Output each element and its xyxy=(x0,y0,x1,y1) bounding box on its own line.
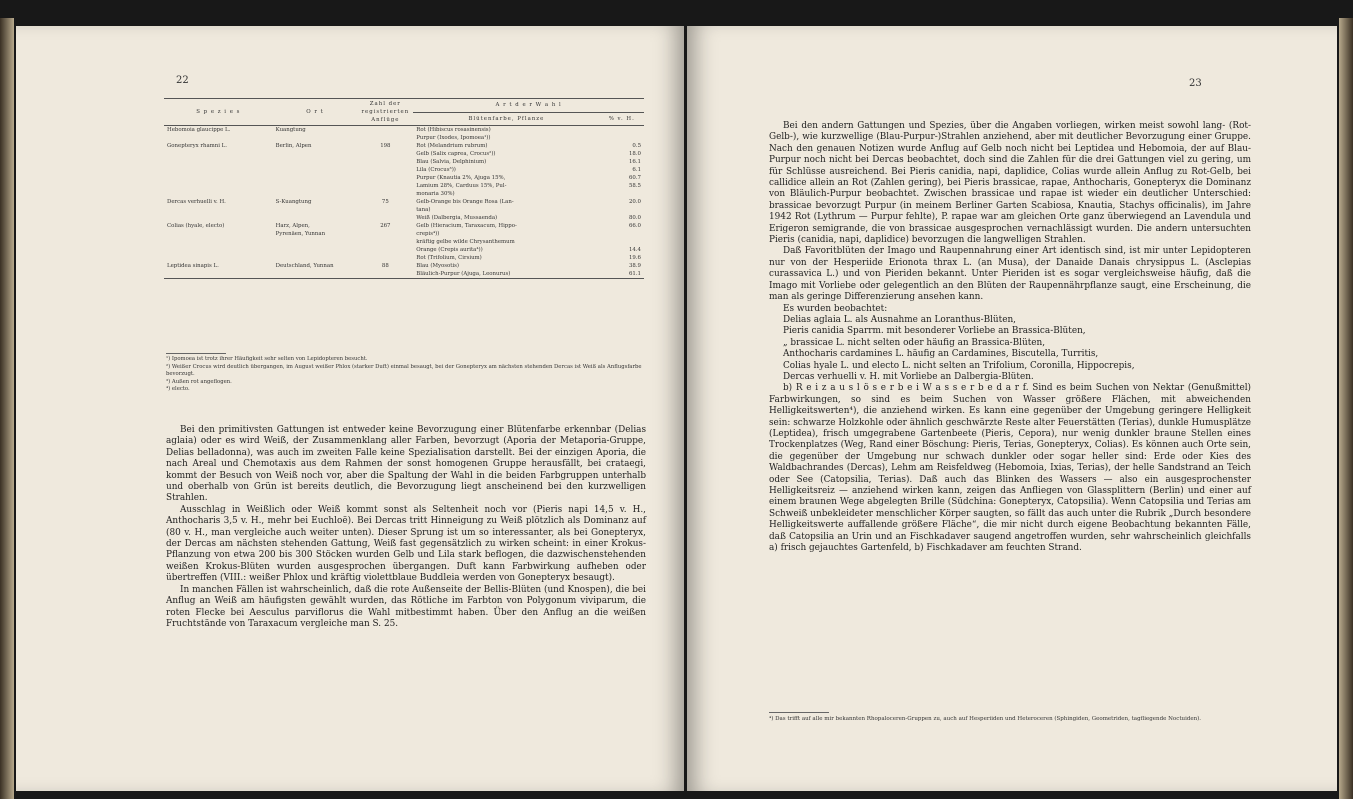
table-row xyxy=(164,166,644,174)
cell-flower-color: Gelb (Salix caprea, Crocus²)) xyxy=(416,151,496,157)
cell-percent: 58.5 xyxy=(628,183,641,189)
cell-percent xyxy=(600,190,644,198)
cell-flower-color: Bläulich-Purpur (Ajuga, Leonurus) xyxy=(413,270,599,279)
table-body xyxy=(164,126,644,279)
observation-table xyxy=(164,98,644,279)
cell-place xyxy=(273,182,358,190)
cell-percent: 38.9 xyxy=(628,263,641,269)
right-page xyxy=(687,26,1337,791)
left-page xyxy=(16,26,684,791)
cell-flower-color: kräftig gelbe wilde Chrysanthemum xyxy=(416,239,515,245)
cell-place xyxy=(273,134,358,142)
cell-place: Harz, Alpen, xyxy=(275,223,310,229)
cell-species xyxy=(164,238,273,246)
cell-percent: 61.1 xyxy=(600,270,644,279)
cell-count xyxy=(357,190,413,198)
table-row xyxy=(164,126,644,135)
left-page-edges xyxy=(0,18,14,799)
cell-percent xyxy=(600,206,644,214)
cell-percent xyxy=(600,126,644,135)
table-row xyxy=(164,198,644,206)
cell-species xyxy=(164,174,273,182)
observation-list-item: Dercas verhuelli v. H. mit Vorliebe an Dalbergia-Blüten. xyxy=(783,371,1034,382)
cell-flower-color: monaria 30%) xyxy=(416,191,455,197)
cell-place: Kuangtung xyxy=(275,127,306,133)
cell-place xyxy=(273,150,358,158)
footnote-1: ¹) Ipomoea ist trotz ihrer Häufigkeit sehr selten von Lepidopteren besucht. xyxy=(166,356,368,362)
cell-count xyxy=(357,246,413,254)
cell-species xyxy=(164,246,273,254)
header-place: O r t xyxy=(273,99,358,126)
cell-flower-color: Rot (Hibiscus rosasinensis) xyxy=(416,127,491,133)
header-percent: % v. H. xyxy=(600,112,644,126)
cell-percent: 20.0 xyxy=(628,199,641,205)
cell-species xyxy=(164,150,273,158)
cell-count xyxy=(357,126,413,135)
cell-flower-color: Lamium 28%, Carduus 15%, Pul- xyxy=(416,183,507,189)
table-row xyxy=(164,270,644,279)
cell-species xyxy=(164,230,273,238)
cell-species: Hebomoia glaucippe L. xyxy=(167,127,231,133)
cell-count: 198 xyxy=(380,143,391,149)
right-body-text xyxy=(769,121,1251,554)
observation-list-item: „ brassicae L. nicht selten oder häufig an Brassica-Blüten, xyxy=(783,337,1046,348)
cell-count: 88 xyxy=(381,263,389,269)
observation-list-item: Pieris canidia Sparrm. mit besonderer Vorliebe an Brassica-Blüten, xyxy=(783,326,1086,337)
cell-percent xyxy=(600,134,644,142)
footnote-3: ³) Außen rot angeflogen. xyxy=(166,378,232,385)
table-row xyxy=(164,214,644,222)
table-row xyxy=(164,230,644,238)
right-paragraph-b: b) R e i z a u s l ö s e r b e i W a s s e r b e d a r f. Sind es beim Suchen von Nektar (Genußmittel) Farbwirkungen, so sind es beim Suchen von Wasser größere Flächen, mit abweichenden Helligkeitswerten⁴), die anziehend wirken. Es kann eine gegenüber der Umgebung geringere Helligkeit sein: schwarze Holzkohle oder ähnlich geschwärzte Reste alter Feuerstätten (Terias), dunkle Humusplätze (Leptidea), frisch umgegrabene Gartenbeete (Pieris, Cepora), nur wenig dunkler braune Stellen eines Trockenplatzes (Weg, Rand einer Böschung: Pieris, Terias, Gonepteryx, Colias). Es können auch Orte sein, die gegenüber der Umgebung nur schwach dunkler oder sogar heller sind: Erde oder Kies des Waldbachrandes (Dercas), Lehm am Reisfeldweg (Hebomoia, Ixias, Terias), der helle Sandstrand an Teich oder See (Catopsilia, Terias). Daß auch das Blinken des Wassers — also ein ausgesprochenster Helligkeitsreiz — anziehend wirken kann, zeigen das Anfliegen von Glassplittern (Berlin) und einer auf einem braunen Wege abgelegten Brille (Südchina: Gonepteryx, Catopsilia). Wenn Catopsilia und Terias am Schweiß unbekleideter menschlicher Körper saugten, so fällt das auch unter die Rubrik „Durch besondere Helligkeitswerte auffallende größere Fläche“, die mir nicht durch eigene Beobachtung bekannten Fälle, daß Catopsilia an Urin und an Fischkadaver saugend angetroffen wurden, sehr wahrscheinlich gleichfalls a) frisch gejauchtes Gartenfeld, b) Fischkadaver am feuchten Strand. xyxy=(769,383,1251,554)
header-species: S p e z i e s xyxy=(164,99,273,126)
observation-list-item: Anthocharis cardamines L. häufig an Cardamines, Biscutella, Turritis, xyxy=(783,349,1099,360)
cell-count xyxy=(357,174,413,182)
cell-count: 75 xyxy=(381,199,389,205)
cell-flower-color: Rot (Trifolium, Cirsium) xyxy=(416,255,482,261)
cell-place xyxy=(273,166,358,174)
cell-place xyxy=(273,254,358,262)
left-paragraph-1: Bei den primitivsten Gattungen ist entweder keine Bevorzugung einer Blütenfarbe erkennbar (Delias aglaia) oder es wird Weiß, der Zusammenklang aller Farben, bevorzugt (Aporia der Metaporia-Gruppe, Delias belladonna), was auch im zweiten Falle keine Spezialisation darstellt. Bei der einzigen Aporia, die nach Areal und Chemotaxis aus dem Rahmen der sonst homogenen Gruppe herausfällt, bei crataegi, kommt der Besuch von Weiß noch vor, aber die Spaltung der Wahl in die beiden Farbgruppen unterhalb und oberhalb von Grün ist bereits deutlich, die Bevorzugung liegt anscheinend bei den kurzwelligen Strahlen. xyxy=(166,425,646,504)
header-choice: A r t d e r W a h l xyxy=(413,99,644,113)
cell-species xyxy=(164,214,273,222)
cell-species: Colias (hyale, electo) xyxy=(167,223,225,229)
right-footnote: ⁴) Das trifft auf alle mir bekannten Rhopaloceren-Gruppen zu, auch auf Hesperiiden und Heteroceren (Sphingiden, Geometriden, tagfliegende Noctuiden). xyxy=(769,716,1202,722)
header-flower-color: Blütenfarbe, Pflanze xyxy=(413,112,599,126)
left-paragraph-2: Ausschlag in Weißlich oder Weiß kommt sonst als Seltenheit noch vor (Pieris napi 14,5 v. H., Anthocharis 3,5 v. H., mehr bei Euchloë). Bei Dercas tritt Hinneigung zu Weiß plötzlich als Dominanz auf (80 v. H., man vergleiche auch weiter unten). Dieser Sprung ist um so interessanter, als bei Gonepteryx, der Dercas am nächsten stehenden Gattung, Weiß fast gegensätzlich zu wirken scheint: in einer Krokus-Pflanzung von etwa 200 bis 300 Stöcken wurden Gelb und Lila stark beflogen, die dazwischenstehenden weißen Krokus-Blüten wurden ausgesprochen übergangen. Duft kann Farbwirkung aufheben oder übertreffen (VIII.: weißer Phlox und kräftig violettblaue Buddleia werden von Gonepteryx besaugt). xyxy=(166,504,646,584)
table-row xyxy=(164,222,644,230)
cell-flower-color: Purpur (Knautia 2%, Ajuga 15%, xyxy=(416,175,506,181)
cell-flower-color: Gelb (Hieracium, Taraxacum, Hippo- xyxy=(416,223,517,229)
cell-flower-color: tana) xyxy=(416,207,431,213)
cell-count xyxy=(357,158,413,166)
right-footnote-separator xyxy=(769,712,829,713)
right-paragraph-1: Bei den andern Gattungen und Spezies, über die Angaben vorliegen, wirken meist sowohl lang- (Rot-Gelb-), wie kurzwellige (Blau-Purpur-)Strahlen anziehend, aber mit deutlicher Bevorzugung einer Gruppe. Nach den genauen Notizen wurde Anflug auf Gelb noch nicht bei Leptidea und Hebomoia, der auf Blau-Purpur noch nicht bei Dercas beobachtet, doch sind die Zahlen für die drei Gattungen viel zu gering, um für Schlüsse ausreichend. Bei Pieris canidia, napi, daplidice, Colias wurde allein Anflug zu Rot-Gelb, bei callidice allein an Rot (Zahlen gering), bei Pieris brassicae, rapae, Anthocharis, Gonepteryx die Dominanz von Bläulich-Purpur beobachtet. Zwischen brassicae und rapae ist wieder ein deutlicher Unterschied: brassicae bevorzugt Purpur (in meinem Berliner Garten Scabiosa, Knautia, Stachys officinalis), im Jahre 1942 Rot (Lythrum — Purpur fehlte), P. rapae war am gleichen Orte ganz überwiegend an Lavendula und Erigeron semigrande, die von brassicae ausgesprochen vernachlässigt wurden. Die andern untersuchten Pieris (canidia, napi, daplidice) bevorzugen die langwelligen Strahlen. xyxy=(769,121,1251,246)
cell-species xyxy=(164,206,273,214)
cell-percent: 14.4 xyxy=(628,247,641,253)
right-paragraph-2: Daß Favoritblüten der Imago und Raupennahrung einer Art identisch sind, ist mir unter Lepidopteren nur von der Hesperiide Erionota thrax L. (an Musa), der Danaide Danais chrysippus L. (Asclepias curassavica L.) und von Pieriden bekannt. Unter Pieriden ist es sogar vergleichsweise häufig, daß die Imago mit Vorliebe oder gelegentlich an den Blüten der Raupennährpflanze saugt, eine Erscheinung, die man als geringe Differenzierung ansehen kann. xyxy=(769,246,1251,303)
cell-place: S-Kuangtung xyxy=(275,199,312,205)
cell-species xyxy=(164,270,273,279)
right-page-number: 23 xyxy=(1189,78,1202,89)
cell-flower-color: Weiß (Dalbergia, Mussaenda) xyxy=(416,215,498,221)
cell-species: Gonepteryx rhamni L. xyxy=(167,143,227,149)
table-row xyxy=(164,150,644,158)
cell-flower-color: Blau (Salvia, Delphinium) xyxy=(416,159,487,165)
table-header-row xyxy=(164,99,644,113)
cell-percent: 16.1 xyxy=(628,159,641,165)
table-row xyxy=(164,190,644,198)
footnote-4: ⁴) electo. xyxy=(166,386,190,393)
table-row xyxy=(164,158,644,166)
cell-flower-color: Blau (Myosotis) xyxy=(416,263,460,269)
table-row xyxy=(164,142,644,150)
cell-count xyxy=(357,150,413,158)
cell-percent: 18.0 xyxy=(628,151,641,157)
left-paragraph-3: In manchen Fällen ist wahrscheinlich, daß die rote Außenseite der Bellis-Blüten (und Knospen), die bei Anflug an Weiß am häufigsten gewählt wurden, das Rötliche im Farbton von Polygonum viviparum, die roten Flecke bei Aesculus parviflorus die Wahl mitbestimmt haben. Über den Anflug an die weißen Fruchtstände von Taraxacum vergleiche man S. 25. xyxy=(166,584,646,629)
cell-count xyxy=(357,230,413,238)
cell-species xyxy=(164,158,273,166)
cell-species xyxy=(164,134,273,142)
right-paragraph-3: Es wurden beobachtet: xyxy=(783,303,888,314)
cell-flower-color: crepis⁴)) xyxy=(416,231,440,237)
cell-count xyxy=(357,238,413,246)
cell-count xyxy=(357,166,413,174)
table-row xyxy=(164,246,644,254)
cell-percent: 19.6 xyxy=(628,255,641,261)
left-page-number: 22 xyxy=(176,75,189,86)
cell-flower-color: Lila (Crocus³)) xyxy=(416,167,456,173)
cell-place xyxy=(273,190,358,198)
cell-flower-color: Gelb-Orange bis Orange Rosa (Lan- xyxy=(416,199,514,205)
header-count: Zahl der registrierten Anflüge xyxy=(357,99,413,126)
left-footnotes xyxy=(166,356,646,394)
cell-place xyxy=(273,214,358,222)
observation-list-item: Colias hyale L. und electo L. nicht selten an Trifolium, Coronilla, Hippocrepis, xyxy=(783,360,1135,371)
table-row xyxy=(164,262,644,270)
footnote-2: ²) Weißer Crocus wird deutlich übergangen, im August weißer Phlox (starker Duft) einmal besaugt, bei der Gonepteryx am nächsten stehenden Dercas ist Weiß als Anflugsfarbe bevorzugt. xyxy=(166,363,642,378)
cell-species xyxy=(164,182,273,190)
cell-place xyxy=(273,238,358,246)
table-row xyxy=(164,238,644,246)
cell-count xyxy=(357,270,413,279)
cell-species xyxy=(164,166,273,174)
cell-place xyxy=(273,246,358,254)
cell-percent xyxy=(600,230,644,238)
cell-percent: 66.0 xyxy=(628,223,641,229)
cell-percent: 0.5 xyxy=(632,143,641,149)
cell-count xyxy=(357,254,413,262)
table-row xyxy=(164,174,644,182)
cell-flower-color: Purpur (Ixodes, Ipomoea¹)) xyxy=(416,135,491,141)
cell-place xyxy=(273,174,358,182)
cell-flower-color: Orange (Crepis aurita⁴)) xyxy=(416,247,483,253)
left-body-text xyxy=(166,425,646,630)
cell-place: Pyrenäen, Yunnan xyxy=(275,231,326,237)
table-row xyxy=(164,254,644,262)
cell-place xyxy=(273,158,358,166)
cell-flower-color: Rot (Melandrium rubrum) xyxy=(416,143,488,149)
cell-place: Deutschland, Yunnan xyxy=(275,263,334,269)
cell-place: Berlin, Alpen xyxy=(275,143,312,149)
cell-place xyxy=(273,270,358,279)
footnote-separator xyxy=(166,353,226,354)
cell-percent xyxy=(600,238,644,246)
cell-place xyxy=(273,206,358,214)
cell-species: Dercas verhuelli v. H. xyxy=(167,199,226,205)
cell-percent: 80.0 xyxy=(628,215,641,221)
observation-list-item: Delias aglaia L. als Ausnahme an Loranthus-Blüten, xyxy=(783,314,1016,325)
cell-count xyxy=(357,206,413,214)
cell-count xyxy=(357,214,413,222)
cell-species xyxy=(164,254,273,262)
table-row xyxy=(164,134,644,142)
table-row xyxy=(164,206,644,214)
cell-count xyxy=(357,182,413,190)
cell-count: 267 xyxy=(380,223,391,229)
cell-percent: 6.1 xyxy=(632,167,641,173)
cell-count xyxy=(357,134,413,142)
cell-species xyxy=(164,190,273,198)
right-page-edges xyxy=(1339,18,1353,799)
cell-species: Leptidea sinapis L. xyxy=(167,263,219,269)
table-row xyxy=(164,182,644,190)
cell-percent: 60.7 xyxy=(628,175,641,181)
